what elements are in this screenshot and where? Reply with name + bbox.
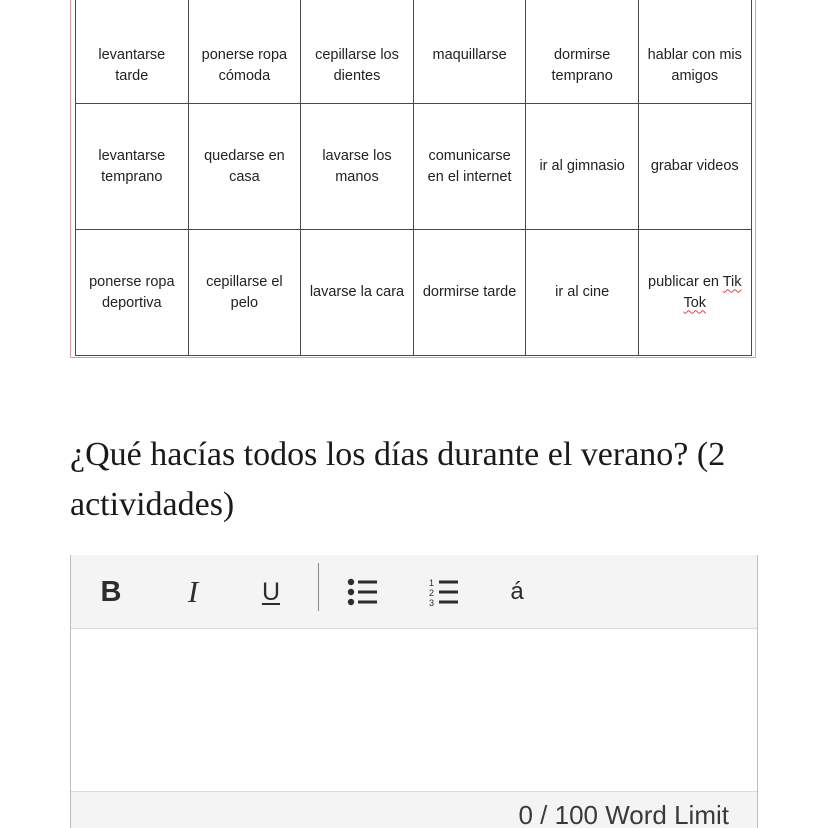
grid-cell: comunicarse en el internet [413,104,526,230]
grid-cell: grabar videos [638,104,751,230]
question-prompt: ¿Qué hacías todos los días durante el verano? (2 actividades) [70,436,726,523]
word-count: 0 [518,800,533,828]
numbered-list-icon [429,577,461,607]
grid-cell: lavarse la cara [301,230,414,356]
grid-cell: cepillarse el pelo [188,230,301,356]
italic-button[interactable]: I [187,574,199,609]
bullet-list-icon [347,577,379,607]
svg-text:3: 3 [429,598,435,607]
grid-cell: dormirse tarde [413,230,526,356]
answer-editor [70,555,758,828]
underline-button[interactable]: U [261,577,281,606]
grid-cell: ponerse ropa deportiva [76,230,189,356]
grid-row [76,104,752,230]
grid-cell: quedarse en casa [188,104,301,230]
accent-characters-button[interactable]: á [510,578,524,605]
grid-cell: lavarse los manos [301,104,414,230]
editor-footer [71,791,757,828]
spellcheck-word: Tok [683,294,707,311]
grid-cell: ir al gimnasio [526,104,639,230]
svg-text:2: 2 [429,588,435,598]
grid-cell: dormirse temprano [526,0,639,104]
bullet-list-button[interactable] [341,555,385,629]
activity-grid [75,0,752,356]
editor-toolbar [71,555,757,629]
toolbar-divider [318,563,319,611]
answer-text-area[interactable] [71,629,757,791]
grid-row [76,0,752,104]
grid-cell: levantarse temprano [76,104,189,230]
svg-text:1: 1 [429,578,435,588]
bold-button[interactable]: B [100,575,122,608]
grid-cell: hablar con mis amigos [638,0,751,104]
grid-cell: publicar en Tik Tok [638,230,751,356]
grid-cell: maquillarse [413,0,526,104]
numbered-list-button[interactable] [423,555,467,629]
activity-grid-frame [70,0,756,358]
grid-cell: levantarse tarde [76,0,189,104]
word-limit-counter [518,800,729,828]
grid-row [76,230,752,356]
spellcheck-word: Tik [722,273,742,290]
grid-cell: cepillarse los dientes [301,0,414,104]
grid-cell: ir al cine [526,230,639,356]
grid-cell: ponerse ropa cómoda [188,0,301,104]
word-limit-label: / 100 Word Limit [532,800,729,828]
